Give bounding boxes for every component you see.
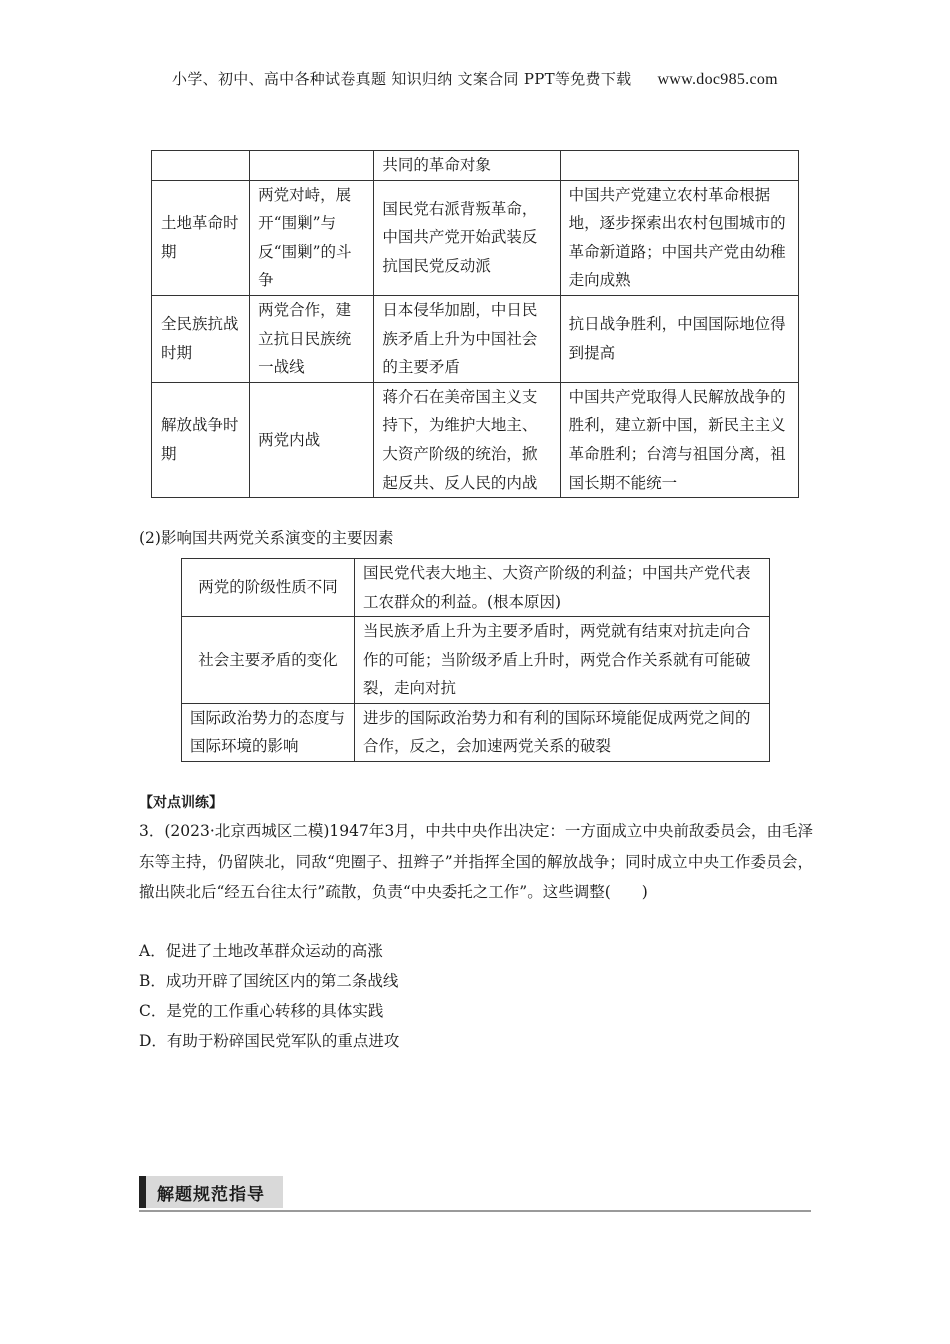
factor-value: 进步的国际政治势力和有利的国际环境能促成两党之间的合作，反之，会加速两党关系的破裂 [355, 703, 770, 761]
factor-key: 国际政治势力的态度与国际环境的影响 [182, 703, 355, 761]
header-text: 小学、初中、高中各种试卷真题 知识归纳 文案合同 PPT等免费下载 [172, 70, 632, 88]
table-row [152, 151, 799, 181]
table-row [182, 617, 770, 704]
section-title: 解题规范指导 [157, 1185, 265, 1205]
table-row [182, 559, 770, 617]
header-site[interactable]: www.doc985.com [657, 71, 778, 88]
option-a[interactable]: A．促进了土地改革群众运动的高涨 [139, 942, 383, 960]
table-cell: 中国共产党建立农村革命根据地，逐步探索出农村包围城市的革命新道路；中国共产党由幼稚走向成熟 [560, 180, 798, 295]
section-divider [139, 1210, 811, 1212]
page-header [0, 68, 950, 89]
option-d[interactable]: D．有助于粉碎国民党军队的重点进攻 [139, 1032, 400, 1050]
practice-heading: 【对点训练】 [139, 795, 223, 811]
table-cell: 中国共产党取得人民解放战争的胜利，建立新中国，新民主主义革命胜利；台湾与祖国分离，祖国长期不能统一 [560, 382, 798, 497]
factor-key: 社会主要矛盾的变化 [182, 617, 355, 704]
table-row [182, 703, 770, 761]
question-text: 3．(2023·北京西城区二模)1947年3月，中共中央作出决定：一方面成立中央前敌委员会，由毛泽东等主持，仍留陕北，同敌“兜圈子、扭辫子”并指挥全国的解放战争；同时成立中央工作委员会，撤出陕北后“经五台往太行”疏散，负责“中央委托之工作”。这些调整( ) [139, 822, 813, 901]
option-b[interactable]: B．成功开辟了国统区内的第二条战线 [139, 972, 399, 990]
factors-table [181, 558, 770, 762]
section-marker [139, 1176, 146, 1208]
table-cell: 抗日战争胜利，中国国际地位得到提高 [560, 295, 798, 382]
period-relations-table [151, 150, 799, 498]
factor-value: 当民族矛盾上升为主要矛盾时，两党就有结束对抗走向合作的可能；当阶级矛盾上升时，两党合作关系就有可能破裂，走向对抗 [355, 617, 770, 704]
table-cell: 解放战争时期 [152, 382, 250, 497]
table-row [152, 180, 799, 295]
factors-heading: (2)影响国共两党关系演变的主要因素 [139, 529, 394, 547]
table-cell [152, 151, 250, 181]
factor-value: 国民党代表大地主、大资产阶级的利益；中国共产党代表工农群众的利益。(根本原因) [355, 559, 770, 617]
table-row [152, 382, 799, 497]
table-cell: 国民党右派背叛革命，中国共产党开始武装反抗国民党反动派 [374, 180, 560, 295]
section-header [139, 1176, 283, 1208]
table-row [152, 295, 799, 382]
table-cell: 蒋介石在美帝国主义支持下，为维护大地主、大资产阶级的统治，掀起反共、反人民的内战 [374, 382, 560, 497]
table-cell: 共同的革命对象 [374, 151, 560, 181]
table-cell: 日本侵华加剧，中日民族矛盾上升为中国社会的主要矛盾 [374, 295, 560, 382]
table-cell: 全民族抗战时期 [152, 295, 250, 382]
table-cell: 两党对峙，展开“围剿”与反“围剿”的斗争 [250, 180, 374, 295]
factor-key: 两党的阶级性质不同 [182, 559, 355, 617]
table-cell [560, 151, 798, 181]
table-cell [250, 151, 374, 181]
table-cell: 两党合作，建立抗日民族统一战线 [250, 295, 374, 382]
option-c[interactable]: C．是党的工作重心转移的具体实践 [139, 1002, 384, 1020]
table-cell: 两党内战 [250, 382, 374, 497]
table-cell: 土地革命时期 [152, 180, 250, 295]
